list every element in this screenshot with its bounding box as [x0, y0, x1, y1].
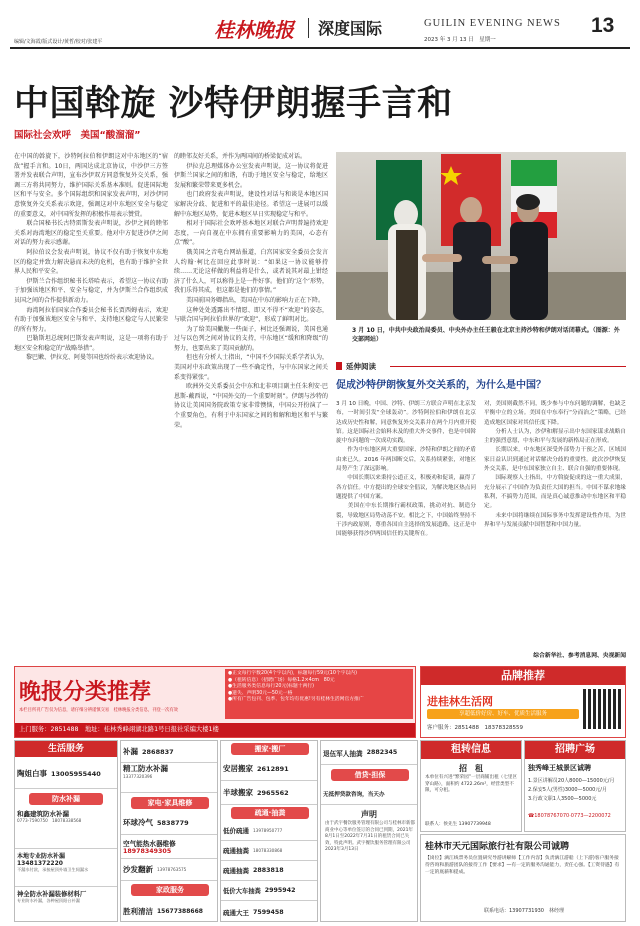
ad-name: 和鑫建筑防水补漏 [17, 810, 69, 818]
ad-detail: 0773-7590750 18078338568 [17, 818, 82, 823]
ad-name: 低价疏通 [223, 827, 249, 835]
ad-name: 精工防水补漏 [123, 764, 168, 773]
article-column-1: 在中国的斡旋下，沙特阿拉伯和伊朗这对中东地区的“宿敌”握手言和。10日，两国达成北京协议，中沙伊三方签署并发表联合声明，宣布沙伊双方同意恢复外交关系，强调三方将共同努力，维护国际关系基本准则。促进国际地区和平与安全。多个国际组织和国家发表声明，对沙伊同意恢复外交关系表示欢迎，强调这对中东地区安全与稳定的重要意义，对中国所发挥的积极作用表示赞赏。 联合国秘书长古特雷斯发表声明说，沙伊之间的睦邻关系对海湾地区的稳定至关重要。他对中方促进沙伊之间对话的努力表示感谢。 阿拉伯议会发表声明说，协议不仅有助于恢复中东地区的稳定并致力解决悬而未决的危机，也有助于维护全世界人民和平安全。 伊斯兰合作组织秘书长塔哈表示，希望这一协议有助于加强该地区和平、安全与稳定，并为伊斯兰合作组织成员国之间的合作提供新动力。 海湾阿拉伯国家合作委员会秘书长贾西姆表示，欢迎有助于加强该地区安全与和平、支持地区稳定与人民繁荣的所有努力。 巴勒斯坦总统阿巴斯发表声明说，这是一项将有助于地区安全和稳定的“战略举措”。 黎巴嫩、伊拉克、阿曼等国也纷纷表示欢迎协议。 [14, 153, 168, 362]
ad-name: 空气能热水器维修 [123, 840, 176, 848]
editor-line: 编辑/文海霞/版式设计/黄哲/校对/张建平 [14, 39, 103, 45]
ad-detail: 不漏水付款，承接屋顶外墙卫生间漏水 [17, 867, 89, 872]
ad-detail: 18078330868 [253, 847, 283, 853]
ad-name: 环球冷气 [123, 818, 153, 827]
list-item [221, 841, 317, 861]
brand-box [420, 666, 626, 738]
misc-box [320, 740, 418, 922]
headline: 中国斡旋 沙特伊朗握手言和 [14, 84, 453, 124]
subcategory-loan: 借贷·担保 [331, 769, 409, 781]
ad-phone: 2868837 [142, 747, 174, 756]
classified-title: 晚报分类推荐 [19, 680, 152, 705]
ad-phone: 2612891 [257, 764, 289, 773]
ad-name: 本地专业防水补漏 [17, 853, 66, 860]
ad-name: 补漏 [123, 747, 138, 756]
newspaper-logo: 桂林晚报 [214, 18, 294, 42]
classified-slogan: 本栏目所刊广告仅为信息，请仔细分辨谨慎交易 桂林晚报分类信息，刊登一次有效 [19, 708, 178, 713]
ad-name: 无抵押贷款咨询，当天办 [323, 791, 385, 798]
brand-title: 品牌推荐 [421, 667, 625, 685]
ad-name: 疏通抽粪 [223, 847, 249, 855]
brand-site: 进桂林生活网 [427, 695, 493, 708]
pricing-line: ●遗失、声明30元—50元一格 [228, 690, 293, 696]
list-item: 1.景区讲解员20人8000—15000元/月 [528, 778, 615, 784]
ad-detail: 13978763575 [157, 866, 187, 872]
ad-name: 陶姐白事 [17, 769, 47, 778]
ad-phone: 13005955440 [51, 769, 101, 778]
brand-slogan: 享超低价好房、好车、优质生活服务 [427, 709, 579, 719]
rent-contact: 联系人：侯先生 13907739948 [425, 822, 491, 827]
pricing-line: ●所有广告包刊、包季、包年均有优惠!另有桂林生活网官方推广 [228, 697, 364, 703]
list-item [121, 811, 217, 835]
rent-text: 本单位有兴进“繁荣园”一层商铺出租（七里区穿山路），面积约 4722.26m²，经营类型不限，可分租。 [425, 775, 518, 794]
list-item: 3.行政文职1人3500—5000元 [528, 796, 597, 802]
sidebar-column-left: 3 月 10 日晚，中国、沙特、伊朗三方联合声明在北京发布，一时间引发“全球轰动”。沙特阿拉伯和伊朗在北京达成历史性和解，同意恢复外交关系并在两个月内重开使馆。这是国际社会始料未及的重大外交事件，也是中国斡旋中东问题的一次成功实践。 作为中东地区两大重要国家，沙特和伊朗之间的矛盾由来已久。2016 年两国断交后，关系持续紧张，对地区局势产生了深远影响。 中国长期以来秉持公道正义，积极劝和促谈，赢得了各方信任。中方提出的全球安全倡议，为解决地区热点问题提供了中国方案。 美国在中东长期推行霸权政策，挑动对抗、制造分裂，导致地区局势动荡不安。相比之下，中国始终坚持不干涉内政原则，尊重各国自主选择的发展道路，这正是中国能够获得沙伊两国信任的关键所在。 [336, 401, 476, 538]
list-item [15, 889, 117, 922]
ad-name: 安居搬家 [223, 764, 253, 773]
ad-phone: 2995942 [264, 887, 296, 894]
news-photo [336, 152, 626, 320]
photo-caption: 3 月 10 日，中共中央政治局委员、中央外办主任王毅在北京主持沙特和伊朗对话闭幕式。（图源：外交部网站） [352, 327, 620, 343]
list-item [121, 859, 217, 881]
sidebar-column-right: 对，美国则截然不同，既少参与中东问题的调解，也缺乏平衡中立的立场。美国在中东奉行“分而治之”策略，已经造成地区国家对其信任度下降。 分析人士认为，沙伊和解显示出中东国家谋求战略自主的强烈意愿，中东和平与发展的新格局正在形成。 长期以来，中东地区深受外部势力干预之苦，区域国家日益认识到通过对话解决分歧的重要性。此次沙伊恢复外交关系，是中东国家独立自主、联合自强的重要体现。 国际观察人士指出，中方斡旋促成的这一重大成果，充分展示了中国作为负责任大国的担当。中国不谋求地缘私利，不搞势力范围，而是真心诚意推动中东地区和平稳定。 未来中国将继续在国际事务中发挥建设性作用，为世界和平与发展贡献中国智慧和中国力量。 [484, 401, 626, 528]
jobs-list [528, 777, 624, 804]
subcategory-waterproof: 防水补漏 [29, 793, 103, 805]
classified-contact: 上门服务：2851488 地址：桂林秀峰翊湖北路1号日报社采编大楼1楼 [15, 723, 415, 737]
ad-phone: 18978349305 [123, 848, 172, 855]
pricing-line: ●正文每行字数20(4个字以内)，标题每行59元(10个字以内) [228, 671, 357, 676]
jobs-title: 招聘广场 [525, 741, 625, 759]
classified-pricing [225, 669, 413, 719]
list-item [221, 821, 317, 841]
masthead-rule [10, 47, 630, 49]
ad-detail: 13377320396 [123, 774, 153, 779]
subcategory-moving: 搬家·搬厂 [231, 743, 309, 755]
repair-box [120, 740, 218, 922]
ad-phone: 2882345 [366, 749, 398, 756]
ad-detail: 专业防水补漏，各种屋顶阳台补漏 [17, 898, 80, 903]
sidebar-title: 促成沙特伊朗恢复外交关系的，为什么是中国？ [336, 380, 546, 391]
classified-banner [14, 666, 416, 738]
ad-phone: 13481372220 [17, 860, 63, 867]
ad-name: 疏通大王 [223, 908, 249, 917]
ad-name: 沙发翻新 [123, 865, 153, 874]
section-name: 深度国际 [318, 19, 383, 38]
ad-phone: 5838779 [157, 818, 189, 827]
travel-text: 【岗位】漓江线票务员位置研究导游讲解师【工作内容】负责漓江游船（上下游)客户服务接待咨询和旅游团队的接待工作【要求】—有一定的服务沟通能力，责任心强。【工资待遇】有一定的底薪和提成。 [425, 856, 620, 876]
jobs-box [524, 740, 626, 832]
list-item [221, 901, 317, 922]
list-item: 2.保安5人(男性)3000—5000元/月 [528, 787, 607, 793]
list-item [15, 759, 117, 789]
ad-phone: 15677388668 [157, 907, 203, 915]
jobs-company: 独秀峰王城景区诚聘 [528, 764, 591, 772]
subheadline: 国际社会欢呼 美国“酸溜溜” [14, 130, 141, 141]
list-item [221, 861, 317, 881]
ad-name: 疏通抽粪 [223, 867, 249, 875]
sidebar-rule [390, 366, 626, 367]
issue-date: 2023 年 3 月 13 日 星期一 [424, 37, 496, 43]
list-item [121, 763, 217, 793]
sidebar-source: 综合新华社、参考消息网、央视新闻 [533, 653, 626, 659]
article-column-2: 的睦邻友好关系，并作为两国间的桥梁促成对话。 伊拉克总理媒体办公室发表声明说，这一协议将促进伊斯兰国家之间的和谐，有助于地区安全与稳定，给地区发展和繁荣带来更多机会。 也门政府发表声明说，建设性对话与和谈是本地区国家解决分歧、促进和平的最佳途径。希望这一进展可以缓解中东地区局势，促进本地区早日实现稳定与和平。 相对于国际社会欢呼基本地区对联合声明普遍持欢迎态度，一向自视在中东拥有重要影响力的美国，心态有点“酸”。 俄美国之音电台网站报道，白宫国家安全委员会发言人约翰·柯比在回应此事时说：“如果这一协议能够持续……无论这样做的利益将是什么，或者说其对最上钳经济了什么人，可以称得上是一件好事。他们的‘这个’形势，我们乐得其成，但这都是他们的事情。” 美国前国务卿指出，美国在中东的影响力正在下降。 这种处处透露出不情愿、即又不得不“欢迎”的姿态，与联合国与阿拉伯世界的“欢迎”，形成了鲜明对比。 为了给美国撇脱一些面子，柯比还强调说，美国也通过与以色列之间对协议的支持，中东地区“缓和和降级”的努力，也要出来了美国贡献的。 但也有分析人士指出，“中国不少国际关系学者认为，美国对中东政策出现了一些不确定性，与中东国家之间关系变得紧张”。 欧洲外交关系委员会中东和北非项目副主任朱利安·巴恩斯-戴西说，“中国外交的一个重要时刻”。伊朗与沙特的协议让美国国务院政策专家非常懊恼，中国公开扮演了一个重要角色，有利于中东国家之间的和解和地区和平与繁荣。 [174, 153, 328, 429]
list-item [221, 781, 317, 805]
ad-phone: 2883818 [253, 867, 284, 874]
list-item [321, 741, 417, 765]
pricing-line: ●（租转信息）（招聘广场）每格1.2×4cm 80元 [228, 677, 335, 683]
travel-title: 桂林市天元国际旅行社有限公司诚聘 [425, 842, 570, 852]
page-number: 13 [591, 14, 615, 37]
ad-name: 神全防水补漏装修材料厂 [17, 891, 87, 898]
list-item [121, 835, 217, 859]
sidebar-tag-marker [336, 362, 342, 370]
ad-name: 半球搬家 [223, 788, 253, 797]
list-item [15, 809, 117, 849]
paper-english-name: GUILIN EVENING NEWS [424, 18, 561, 29]
travel-contact: 联系电话：13907731930 林经理 [484, 908, 564, 914]
sidebar-tag: 延伸阅读 [346, 362, 376, 371]
ad-name: 低价大车抽粪 [223, 888, 261, 895]
list-item [15, 851, 117, 887]
life-service-title: 生活服务 [15, 741, 117, 757]
brand-phones: 客户服务：2851488 18378328559 [427, 725, 523, 731]
subcategory-housekeeping: 家政服务 [131, 884, 209, 896]
moving-box [220, 740, 318, 922]
list-item [221, 881, 317, 901]
divider [308, 18, 309, 38]
ad-name: 退伍军人抽粪 [323, 749, 363, 758]
travel-box [420, 834, 626, 922]
qr-code-icon[interactable] [583, 689, 623, 729]
list-item [221, 757, 317, 781]
rent-heading: 招 租 [459, 764, 483, 773]
life-service-box [14, 740, 118, 922]
rent-box [420, 740, 522, 832]
list-item [121, 899, 217, 922]
list-item [121, 741, 217, 763]
jobs-phone: ☎18078767070·0773—2200072 [528, 813, 611, 819]
ad-phone: 7599458 [253, 908, 284, 916]
ad-detail: 13978950777 [253, 827, 283, 833]
subcategory-appliance: 家电·家具维修 [131, 797, 209, 809]
rent-title: 租转信息 [421, 741, 521, 759]
ad-name: 胜利清洁 [123, 906, 153, 916]
pricing-line: ●生活服务类信息每行20元(标题十两行) [228, 684, 314, 690]
notice-title: 声明 [361, 810, 377, 819]
notice-text: 由于武宇餐饮服务管理有限公司与桂林市新都商业中心等单位签订的合同已到期，2021年8月1日至2022年7月31日的租赁合同已失效，特此声明。武宇餐饮服务管理有限公司 2023年3月13日 [325, 821, 415, 852]
ad-phone: 2965562 [257, 788, 289, 797]
list-item [321, 783, 417, 805]
subcategory-drain: 疏通·抽粪 [231, 807, 309, 819]
